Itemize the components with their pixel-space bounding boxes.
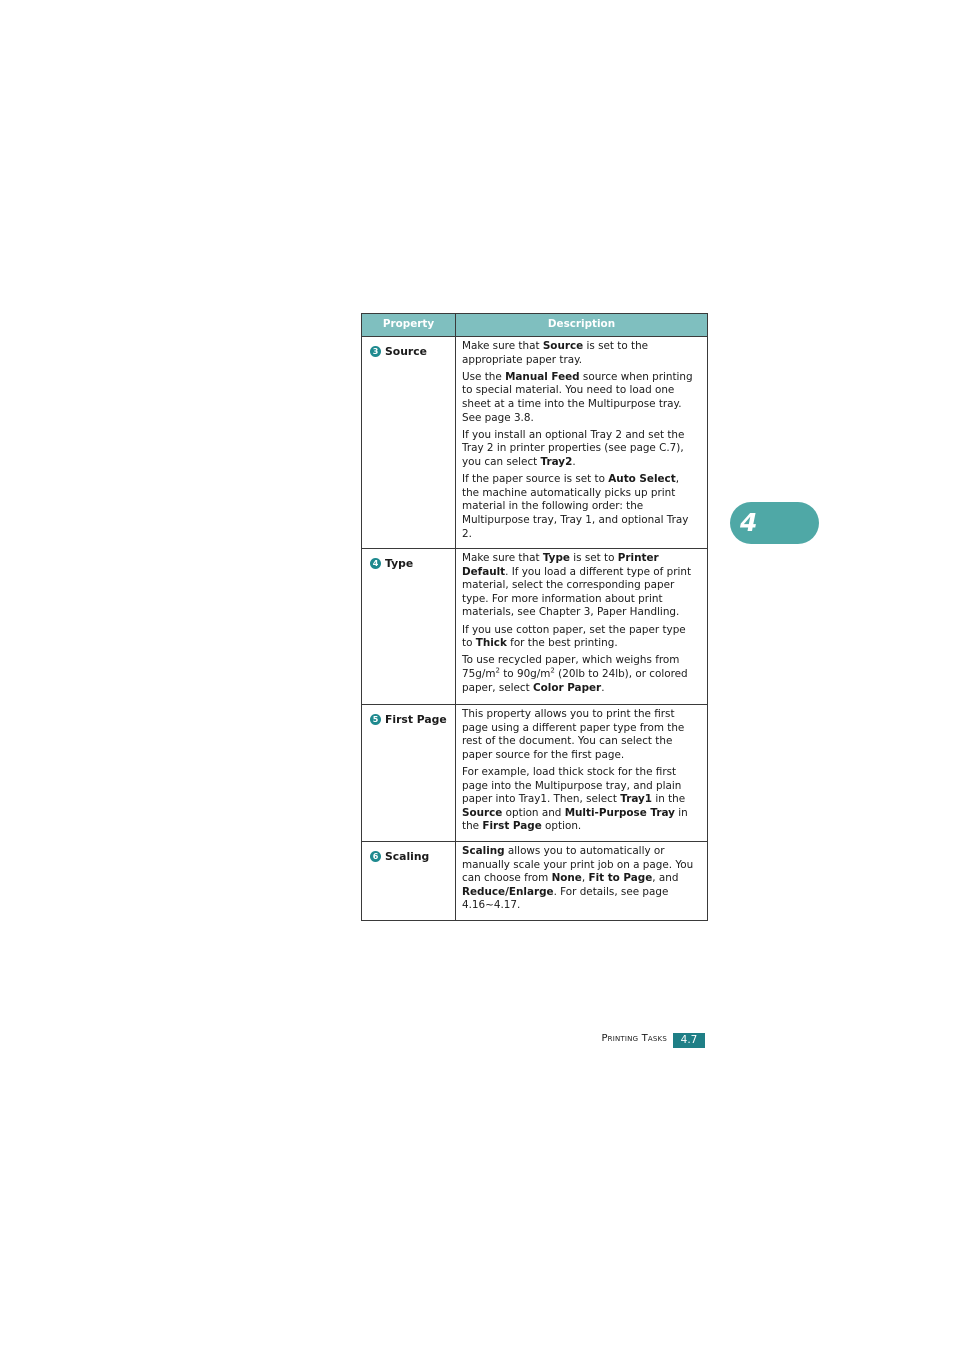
table-row bbox=[362, 549, 708, 705]
property-cell bbox=[362, 337, 456, 549]
description-paragraph: Use the Manual Feed source when printing to special material. You need to load one sheet at a time into the Multipurpose tray. See page 3.8. bbox=[462, 370, 693, 424]
description-paragraph: For example, load thick stock for the first page into the Multipurpose tray, and plain paper into Tray1. Then, select Tray1 in the Source option and Multi-Purpose Tray in the First Page option. bbox=[462, 766, 688, 833]
header-property: Property bbox=[362, 314, 456, 337]
table-row bbox=[362, 842, 708, 921]
property-cell bbox=[362, 705, 456, 842]
description-cell bbox=[456, 842, 708, 921]
page-number-badge: 4.7 bbox=[673, 1033, 705, 1048]
description-body bbox=[462, 845, 699, 913]
description-paragraph: If you use cotton paper, set the paper type to Thick for the best printing. bbox=[462, 623, 686, 650]
property-name-first-page: First Page bbox=[385, 713, 447, 727]
number-5-icon: 5 bbox=[370, 714, 381, 725]
description-body bbox=[462, 340, 699, 541]
property-cell bbox=[362, 549, 456, 705]
property-cell bbox=[362, 842, 456, 921]
table-row bbox=[362, 705, 708, 842]
description-paragraph: Make sure that Source is set to the appropriate paper tray. bbox=[462, 340, 649, 366]
description-paragraph: If you install an optional Tray 2 and set the Tray 2 in printer properties (see page C.7), you can select Tray2. bbox=[462, 428, 685, 468]
description-paragraph: Make sure that Type is set to Printer Default. If you load a different type of print material, select the corresponding paper type. For more information about print materials, see Chapter 3, Paper Handling. bbox=[462, 552, 692, 619]
description-paragraph: Scaling allows you to automatically or manually scale your print job on a page. You can choose from None, Fit to Page, and Reduce/Enlarge. For details, see page 4.16~4.17. bbox=[462, 845, 694, 912]
description-paragraph: This property allows you to print the first page using a different paper type from the rest of the document. You can select the paper source for the first page. bbox=[462, 708, 685, 761]
footer-section-title: Printing Tasks bbox=[601, 1033, 667, 1044]
description-cell bbox=[456, 705, 708, 842]
description-cell bbox=[456, 337, 708, 549]
header-description: Description bbox=[456, 314, 708, 337]
chapter-tab bbox=[730, 502, 819, 544]
description-body bbox=[462, 552, 699, 695]
property-name-type: Type bbox=[385, 557, 414, 571]
number-4-icon: 4 bbox=[370, 558, 381, 569]
description-paragraph: To use recycled paper, which weighs from $75g/m^2$ to $90g/m^2$ (20lb to 24lb), or colored paper, select Color Paper. bbox=[462, 654, 688, 694]
description-cell bbox=[456, 549, 708, 705]
number-6-icon: 6 bbox=[370, 851, 381, 862]
property-name-scaling: Scaling bbox=[385, 850, 430, 864]
description-body bbox=[462, 708, 699, 834]
table-row bbox=[362, 337, 708, 549]
table-header-row bbox=[362, 314, 708, 337]
chapter-number: 4 bbox=[740, 508, 758, 537]
property-name-source: Source bbox=[385, 345, 427, 358]
properties-table bbox=[361, 313, 708, 921]
number-3-icon: 3 bbox=[370, 346, 381, 357]
description-paragraph: If the paper source is set to Auto Select, the machine automatically picks up print material in the following order: the Multipurpose tray, Tray 1, and optional Tray 2. bbox=[462, 473, 689, 540]
